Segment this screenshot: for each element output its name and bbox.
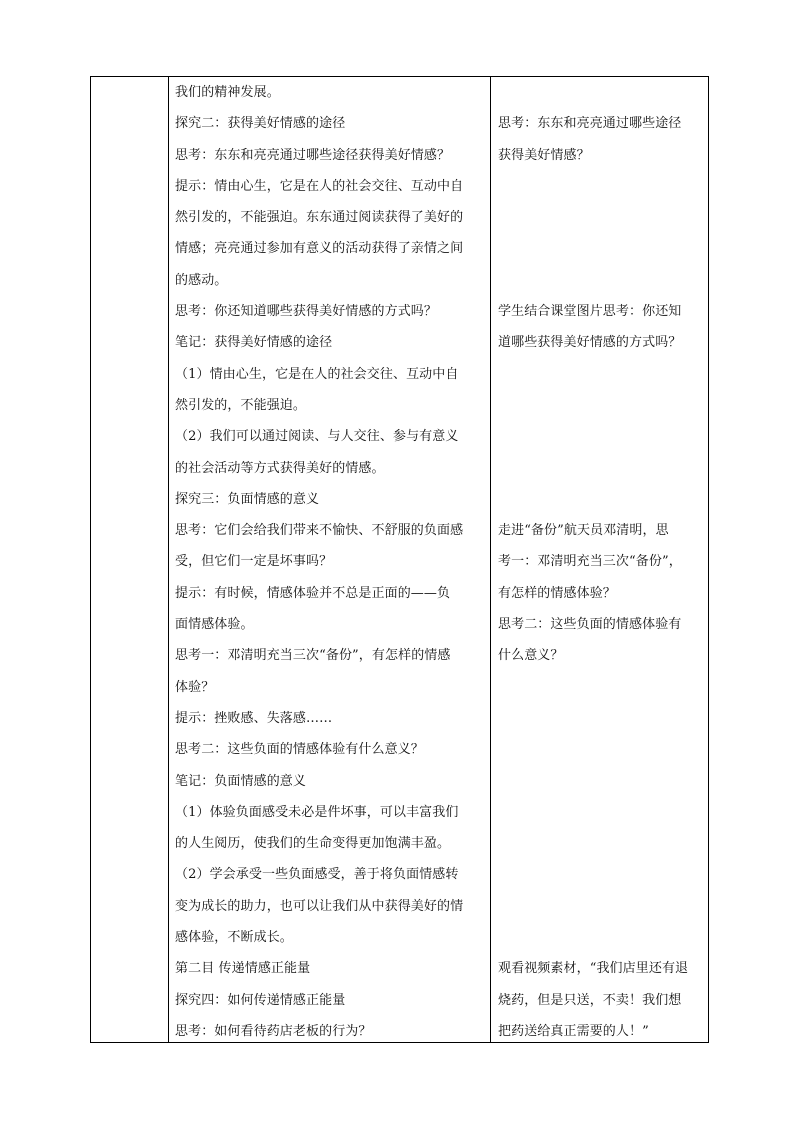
stage-column (91, 77, 169, 1042)
activity-line: 学生结合课堂图片思考：你还知 (498, 304, 682, 320)
activity-line (498, 233, 703, 264)
content-line: 然引发的，不能强迫。东东通过阅读获得了美好的 (175, 210, 464, 226)
content-line: 受，但它们一定是坏事吗？ (175, 554, 333, 570)
content-line: 的社会活动等方式获得美好的情感。 (175, 460, 385, 476)
content-line: 思考：它们会给我们带来不愉快、不舒服的负面感 (175, 523, 464, 539)
activity-line: 有怎样的情感体验？ (498, 585, 616, 601)
activity-line (498, 484, 703, 515)
content-line: 的感动。 (175, 272, 228, 288)
activity-line (498, 202, 703, 233)
student-activity-column (491, 77, 708, 1042)
content-line: 然引发的，不能强迫。 (175, 397, 307, 413)
activity-line: 把药送给真正需要的人！” (498, 1023, 649, 1039)
activity-line (498, 891, 703, 922)
teaching-content-column (169, 77, 491, 1042)
activity-line: 思考：东东和亮亮通过哪些途径 (498, 116, 682, 132)
activity-line (498, 922, 703, 953)
content-line: 情感；亮亮通过参加有意义的活动获得了亲情之间 (175, 241, 464, 257)
activity-line: 获得美好情感？ (498, 147, 590, 163)
content-line: 探究三：负面情感的意义 (175, 491, 320, 507)
activity-line (498, 453, 703, 484)
activity-line (498, 359, 703, 390)
content-line: 的人生阅历，使我们的生命变得更加饱满丰盈。 (175, 836, 451, 852)
activity-line: 烧药，但是只送，不卖！我们想 (498, 992, 682, 1008)
content-line: 提示：挫败感、失落感…… (175, 710, 333, 726)
activity-line (498, 265, 703, 296)
content-line: 面情感体验。 (175, 617, 254, 633)
content-line: 感体验，不断成长。 (175, 930, 293, 946)
activity-line: 思考二：这些负面的情感体验有 (498, 617, 682, 633)
activity-line (498, 859, 703, 890)
activity-line (498, 766, 703, 797)
content-line: 第二目 传递情感正能量 (175, 961, 311, 977)
content-line: 我们的精神发展。 (175, 85, 280, 100)
activity-line: 观看视频素材，“我们店里还有退 (498, 961, 689, 977)
content-line: 思考：如何看待药店老板的行为？ (175, 1023, 372, 1039)
activity-line (498, 77, 703, 108)
content-line: （2）我们可以通过阅读、与人交往、参与有意义 (175, 429, 459, 445)
content-line: 思考一：邓清明充当三次“备份”，有怎样的情感 (175, 648, 451, 664)
content-line: 探究二：获得美好情感的途径 (175, 116, 346, 132)
activity-line (498, 734, 703, 765)
content-line: 探究四：如何传递情感正能量 (175, 992, 346, 1008)
content-line: 思考：你还知道哪些获得美好情感的方式吗？ (175, 304, 438, 320)
activity-line: 什么意义？ (498, 648, 564, 664)
content-line: （1）体验负面感受未必是件坏事，可以丰富我们 (175, 804, 459, 820)
content-line: 思考二：这些负面的情感体验有什么意义？ (175, 742, 424, 758)
activity-line (498, 421, 703, 452)
content-line: 思考：东东和亮亮通过哪些途径获得美好情感？ (175, 147, 451, 163)
activity-line (498, 828, 703, 859)
activity-line: 考一：邓清明充当三次“备份”， (498, 554, 682, 570)
content-line: （1）情由心生，它是在人的社会交往、互动中自 (175, 366, 459, 382)
content-line: （2）学会承受一些负面感受，善于将负面情感转 (175, 867, 459, 883)
activity-line (498, 390, 703, 421)
lesson-plan-table (90, 76, 709, 1043)
activity-line (498, 797, 703, 828)
content-line: 变为成长的助力，也可以让我们从中获得美好的情 (175, 898, 464, 914)
activity-line: 走进“备份”航天员邓清明，思 (498, 523, 669, 539)
activity-line (498, 171, 703, 202)
activity-line (498, 703, 703, 734)
content-line: 体验？ (175, 679, 215, 695)
activity-line (498, 672, 703, 703)
content-line: 笔记：负面情感的意义 (175, 773, 307, 789)
activity-line: 道哪些获得美好情感的方式吗？ (498, 335, 682, 351)
content-line: 提示：有时候，情感体验并不总是正面的——负 (175, 585, 451, 601)
content-line: 笔记：获得美好情感的途径 (175, 335, 333, 351)
content-line: 提示：情由心生，它是在人的社会交往、互动中自 (175, 178, 464, 194)
